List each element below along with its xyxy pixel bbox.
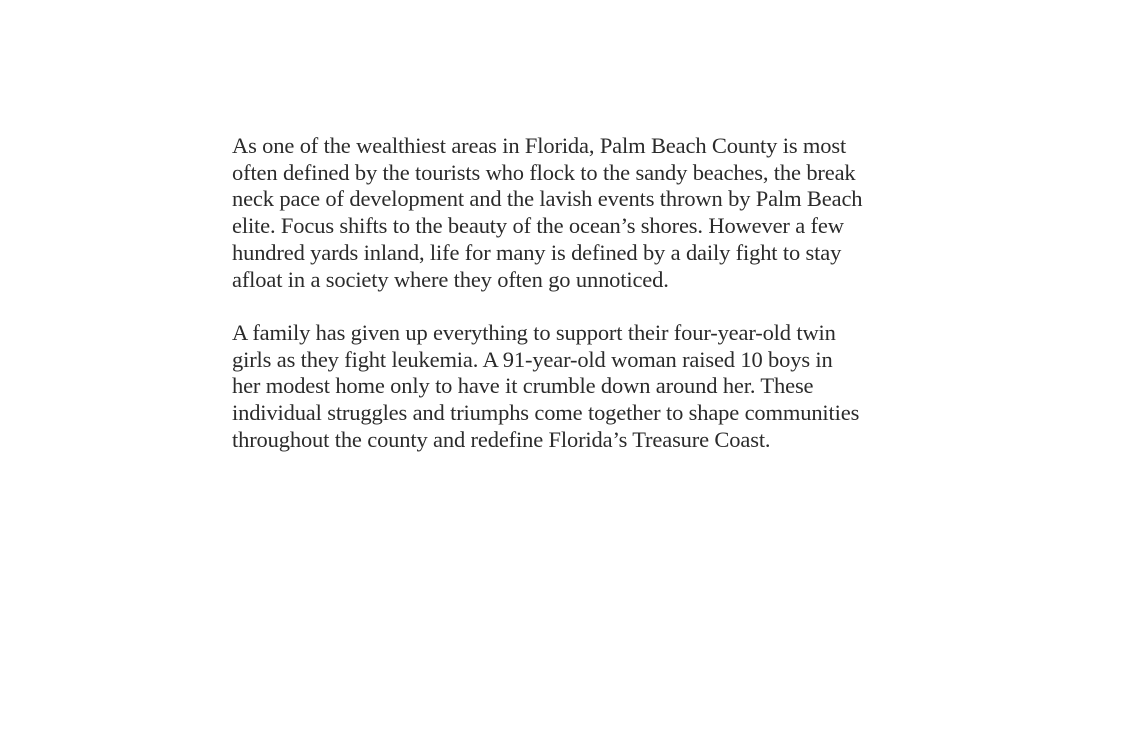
text-line: throughout the county and redefine Florida’s Treasure Coast. — [232, 426, 771, 452]
text-line: neck pace of development and the lavish events thrown by Palm Beach — [232, 186, 863, 212]
text-line: often defined by the tourists who flock to the sandy beaches, the break — [232, 159, 856, 185]
article-intro — [232, 133, 912, 480]
text-line: her modest home only to have it crumble down around her. These — [232, 373, 814, 399]
text-line: elite. Focus shifts to the beauty of the ocean’s shores. However a few — [232, 213, 844, 239]
text-line: A family has given up everything to support their four-year-old twin — [232, 319, 836, 345]
text-line: afloat in a society where they often go unnoticed. — [232, 266, 669, 292]
text-line: hundred yards inland, life for many is defined by a daily fight to stay — [232, 239, 842, 265]
text-line: individual struggles and triumphs come together to shape communities — [232, 400, 860, 426]
paragraph-1 — [232, 133, 912, 293]
paragraph-2 — [232, 320, 912, 454]
text-line: girls as they fight leukemia. A 91-year-old woman raised 10 boys in — [232, 346, 833, 372]
text-line: As one of the wealthiest areas in Florida, Palm Beach County is most — [232, 133, 847, 158]
